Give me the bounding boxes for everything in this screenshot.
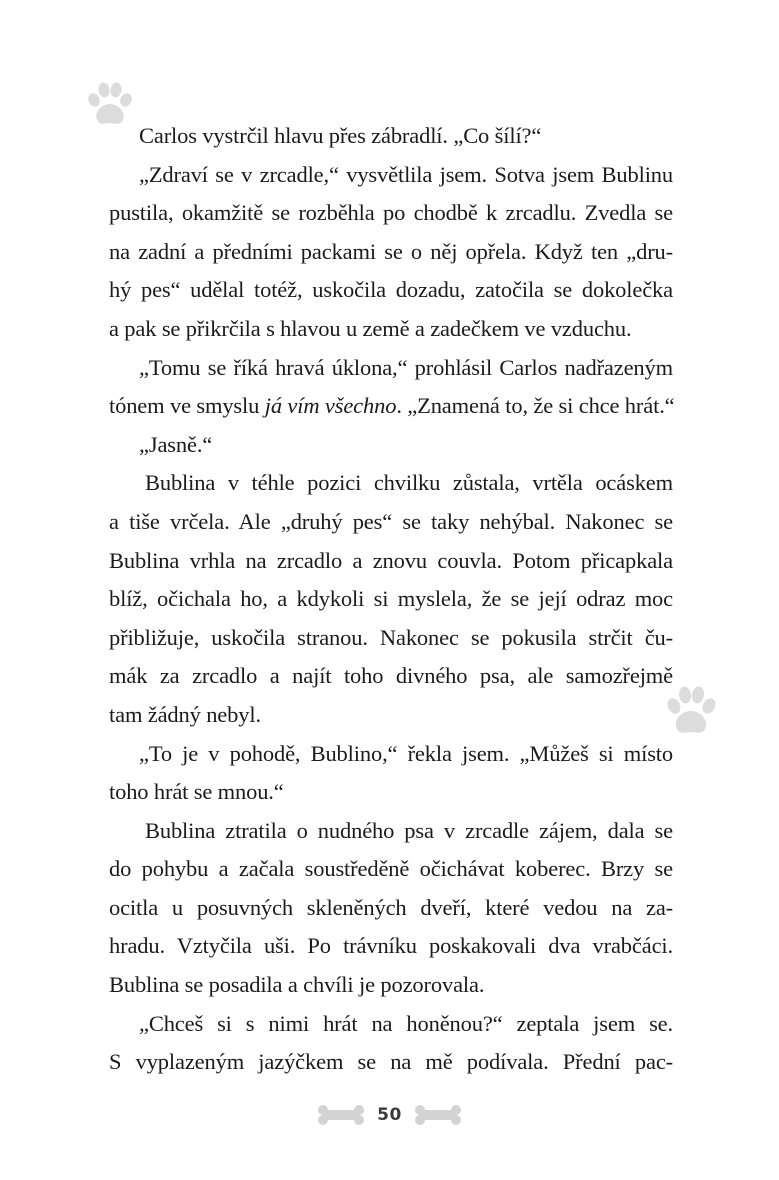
text-line: hradu. Vztyčila uši. Po trávníku poskakovali dva vrabčáci. <box>109 933 673 959</box>
text-line: na zadní a předními packami se o něj opřela. Když ten „dru- <box>109 238 673 264</box>
text-run: tónem ve smyslu <box>109 393 265 419</box>
text-line: mák za zrcadlo a najít toho divného psa, ale samozřejmě <box>109 663 673 689</box>
bone-icon <box>414 1104 462 1126</box>
text-line: přibližuje, uskočila stranou. Nakonec se pokusila strčit ču- <box>109 624 673 650</box>
text-line: Bublina ztratila o nudného psa v zrcadle zájem, dala se <box>145 817 673 843</box>
text-line <box>109 387 673 426</box>
text-line: S vyplazeným jazýčkem se na mě podívala. Přední pac- <box>109 1049 673 1075</box>
bone-icon <box>317 1104 365 1126</box>
text-line: „Zdraví se v zrcadle,“ vysvětlila jsem. Sotva jsem Bublinu <box>139 161 673 187</box>
page-number: 50 <box>377 1105 402 1125</box>
text-line: Bublina se posadila a chvíli je pozorovala. <box>109 972 485 998</box>
text-line: „Jasně.“ <box>139 431 213 457</box>
body-text <box>109 117 673 1082</box>
emphasized-text: já vím všechno <box>264 393 397 419</box>
text-line: ocitla u posuvných skleněných dveří, které vedou na za- <box>109 894 673 920</box>
text-line: „To je v pohodě, Bublino,“ řekla jsem. „Můžeš si místo <box>139 740 673 766</box>
text-line: „Tomu se říká hravá úklona,“ prohlásil Carlos nadřazeným <box>139 354 673 380</box>
text-line: tam žádný nebyl. <box>109 701 261 727</box>
text-run: . „Znamená to, že si chce hrát.“ <box>396 393 675 419</box>
text-line: a tiše vrčela. Ale „druhý pes“ se taky nehýbal. Nakonec se <box>109 508 673 534</box>
text-line: Carlos vystrčil hlavu přes zábradlí. „Co šílí?“ <box>139 123 542 148</box>
text-line: toho hrát se mnou.“ <box>109 779 284 805</box>
text-line: hý pes“ udělal totéž, uskočila dozadu, zatočila se dokolečka <box>109 277 673 303</box>
text-line: blíž, očichala ho, a kdykoli si myslela, že se její odraz moc <box>109 586 673 612</box>
page-footer <box>0 1098 779 1132</box>
text-line: Bublina vrhla na zrcadlo a znovu couvla. Potom přicapkala <box>109 547 673 573</box>
text-line: „Chceš si s nimi hrát na honěnou?“ zeptala jsem se. <box>139 1010 673 1036</box>
text-line: pustila, okamžitě se rozběhla po chodbě k zrcadlu. Zvedla se <box>109 200 673 226</box>
text-line: Bublina v téhle pozici chvilku zůstala, vrtěla ocáskem <box>145 470 673 496</box>
text-line: do pohybu a začala soustředěně očichávat koberec. Brzy se <box>109 856 673 882</box>
text-line: a pak se přikrčila s hlavou u země a zadečkem ve vzduchu. <box>109 315 632 341</box>
